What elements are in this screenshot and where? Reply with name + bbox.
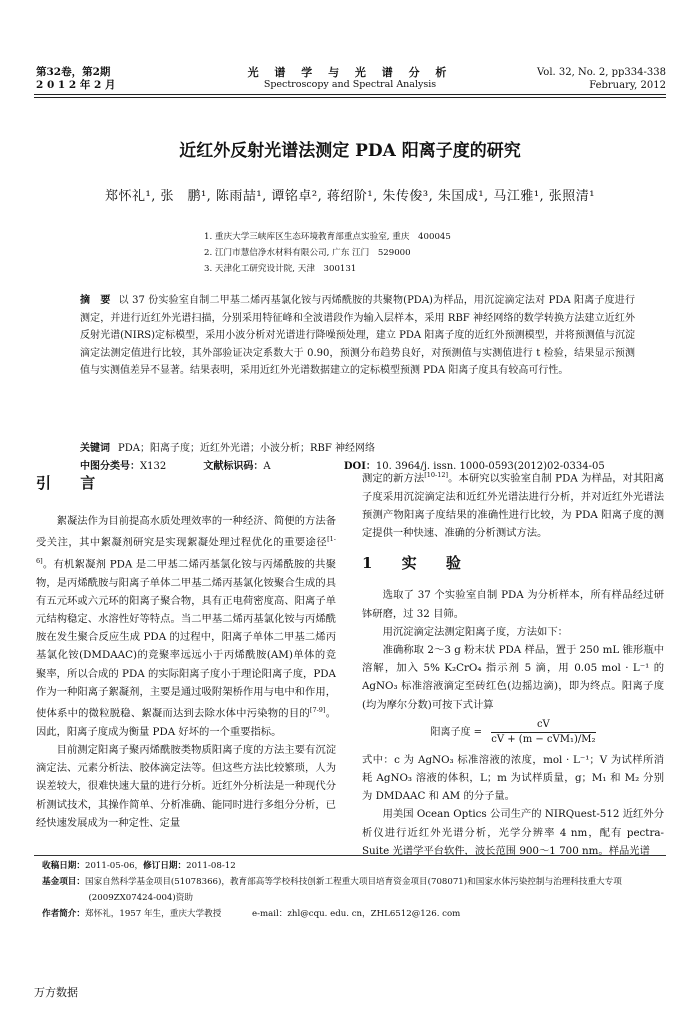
doc-code-value: A	[263, 460, 271, 472]
keywords-text: PDA；阳离子度；近红外光谱；小波分析；RBF 神经网络	[118, 443, 375, 454]
keywords-label: 关键词	[80, 443, 110, 454]
fund-text: 国家自然科学基金项目(51078366)，教育部高等学校科技创新工程重大项目培育资金项目(708071)和国家水体污染控制与治理科技重大专项(2009ZX07424-004)资助	[84, 877, 622, 903]
affiliation-2: 2. 江门市慧信净水材料有限公司, 广东 江门 529000	[204, 248, 411, 258]
fund-row	[42, 874, 662, 906]
footnotes	[42, 858, 662, 922]
exp-paragraph-2: 用沉淀滴定法测定阳离子度，方法如下：	[382, 625, 568, 638]
intro-continued	[362, 466, 664, 542]
abstract-label: 摘 要	[80, 295, 111, 306]
received-date: 2011-05-06，	[84, 861, 144, 871]
formula-denominator: cV + (m − cVM₁)/M₂	[491, 733, 596, 745]
intro-p1-part2: 。有机絮凝剂 PDA 是二甲基二烯丙基氯化铵与丙烯酰胺的共聚物，是丙烯酰胺与阳离子单体二甲基二烯丙基氯化铵聚合生成的具有五元环或六元环的阳离子聚合物，具有正电荷密度高、阳离子单元结构稳定、水溶性好等特点。当二甲基二烯丙基氯化铵与丙烯酰胺在发生聚合反应生成 PDA 的过程中，阳离子单体二甲基二烯丙基氯化铵(DMDAAC)的竞聚率远远小于丙烯酰胺(AM)单体的竞聚率，所以合成的 PDA 的实际阳离子度小于理论阳离子度，PDA 作为一种阳离子絮凝剂，主要是通过吸附架桥作用与电中和作用，使体系中的微粒脱稳、絮凝而达到去除水体中污染物的目的	[36, 558, 336, 720]
header-rule	[34, 94, 666, 95]
paper-title: 近红外反射光谱法测定 PDA 阳离子度的研究	[179, 141, 521, 161]
author-bio-text: 郑怀礼，1957 年生，重庆大学教授	[84, 909, 222, 919]
received-label: 收稿日期：	[42, 861, 85, 871]
received-row	[42, 858, 662, 874]
exp-paragraph-3: 准确称取 2～3 g 粉末状 PDA 样品，置于 250 mL 锥形瓶中溶解，加入 5% K₂CrO₄ 指示剂 5 滴，用 0.05 mol · L⁻¹ 的 AgNO₃ 标准溶液滴定至砖红色(边摇边滴)，即为终点。阳离子度(均为摩尔分数)可按下式计算	[362, 644, 664, 711]
section-1-heading: 1 实 验	[362, 554, 473, 573]
journal-name-cn: 光 谱 学 与 光 谱 分 析	[247, 66, 453, 79]
formula-numerator: cV	[491, 718, 595, 733]
affiliation-1: 1. 重庆大学三峡库区生态环境教育部重点实验室, 重庆 400045	[204, 232, 451, 242]
footnote-rule	[34, 855, 666, 856]
left-column	[36, 474, 336, 832]
doi-value: 10. 3964/j. issn. 1000-0593(2012)02-0334-05	[375, 460, 605, 472]
clc-label: 中图分类号：	[80, 460, 140, 472]
formula-label: 阳离子度 =	[430, 726, 483, 738]
doc-code-label: 文献标识码：	[203, 460, 264, 472]
intro-p1-part1: 絮凝法作为目前提高水质处理效率的一种经济、简便的方法备受关注，其中絮凝剂研究是实现絮凝处理过程优化的重要途径	[36, 515, 336, 549]
exp-paragraph-5: 用美国 Ocean Optics 公司生产的 NIRQuest-512 近红外分析仪进行近红外光谱分析，光学分辨率 4 nm，配有 pectra-Suite 光谱学平台软件，波长范围 900～1 700 nm。样品光谱	[362, 808, 664, 857]
header-volume-cn	[36, 66, 115, 92]
volume-issue-cn: 第32卷，第2期	[36, 66, 111, 78]
formula-fraction	[491, 718, 595, 747]
volume-issue-en: Vol. 32, No. 2, pp334-338	[537, 67, 666, 78]
email-label: e-mail：	[252, 909, 288, 919]
citation-1-6: [1-6]	[36, 535, 336, 566]
watermark-text: 万方数据	[34, 986, 78, 999]
header-rule-thin	[34, 97, 666, 98]
journal-name	[200, 66, 500, 91]
author-list: 郑怀礼¹, 张 鹏¹, 陈雨喆¹, 谭铭卓², 蒋绍阶¹, 朱传俊³, 朱国成¹, 马江雅¹, 张照清¹	[104, 189, 596, 204]
right-column	[362, 466, 664, 860]
intro-heading: 引 言	[36, 474, 108, 492]
affiliation-3: 3. 天津化工研究设计院, 天津 300131	[204, 264, 357, 274]
formula-explanation: 式中：c 为 AgNO₃ 标准溶液的浓度，mol · L⁻¹；V 为试样所消耗 AgNO₃ 溶液的体积，L；m 为试样质量，g；M₁ 和 M₂ 分别为 DMDAAC 和 AM 的分子量。	[362, 753, 664, 803]
author-bio-row	[42, 906, 662, 922]
author-bio-label: 作者简介：	[42, 909, 85, 919]
citation-7-9: [7-9]	[309, 706, 326, 715]
citation-10-12: [10-12]	[424, 471, 449, 479]
date-en: February, 2012	[589, 80, 666, 91]
abstract-text: 以 37 份实验室自制二甲基二烯丙基氯化铵与丙烯酰胺的共聚物(PDA)为样品，用沉淀滴定法对 PDA 阳离子度进行测定，并进行近红外光谱扫描，分别采用特征峰和全波谱段作为输入层样本，采用 RBF 神经网络的数学转换方法建立近红外反射光谱(NIRS)定标模型，采用小波分析对光谱进行降噪预处理，建立 PDA 阳离子度的近红外预测模型，并将预测值与沉淀滴定法测定值进行比较，其外部验证决定系数大于 0.90，预测分布趋势良好，对预测值与实测值进行 t 检验，结果显示预测值与实测值差异不显著。结果表明，采用近红外光谱数据建立的定标模型预测 PDA 阳离子度具有较高可行性。	[80, 295, 635, 376]
journal-name-en: Spectroscopy and Spectral Analysis	[263, 79, 437, 90]
cationic-degree-formula	[362, 718, 664, 747]
keywords-row	[80, 440, 635, 458]
clc-value: X132	[140, 460, 167, 472]
intro-paragraph-1	[36, 512, 336, 741]
intro-p1-part3: 。因此，阳离子度成为衡量 PDA 好坏的一个重要指标。	[36, 707, 337, 738]
revised-label: 修订日期：	[143, 861, 187, 871]
affiliations	[204, 229, 451, 277]
intro-paragraph-2: 目前测定阳离子聚丙烯酰胺类物质阳离子度的方法主要有沉淀滴定法、元素分析法、胶体滴定法等。但这些方法比较繁琐，人为误差较大，很难快速大量的进行分析。近红外分析法是一种现代分析测试技术，其操作简单、分析准确、能同时进行多组分分析，已经快速发展成为一种定性、定量	[36, 743, 336, 829]
abstract	[80, 292, 635, 380]
doi-label: DOI：	[343, 460, 376, 472]
intro-cont-part2: 。本研究以实验室自制 PDA 为样品，对其阳离子度采用沉淀滴定法和近红外光谱法进行分析，并对近红外光谱法预测产物阳离子度结果的准确性进行比较，为 PDA 阳离子度的测定提供一种快速、准确的分析测试方法。	[362, 472, 664, 540]
header-volume-en	[537, 66, 666, 92]
fund-label: 基金项目：	[42, 877, 85, 887]
intro-cont-part1: 测定的新方法	[362, 472, 425, 485]
date-cn: 2 0 1 2 年 2 月	[36, 79, 116, 91]
exp-paragraph-1: 选取了 37 个实验室自制 PDA 为分析样本，所有样品经过研钵研磨，过 32 目筛。	[362, 589, 664, 620]
revised-date: 2011-08-12	[186, 861, 236, 871]
email-address[interactable]: zhl@cqu. edu. cn，ZHL6512@126. com	[287, 909, 461, 919]
